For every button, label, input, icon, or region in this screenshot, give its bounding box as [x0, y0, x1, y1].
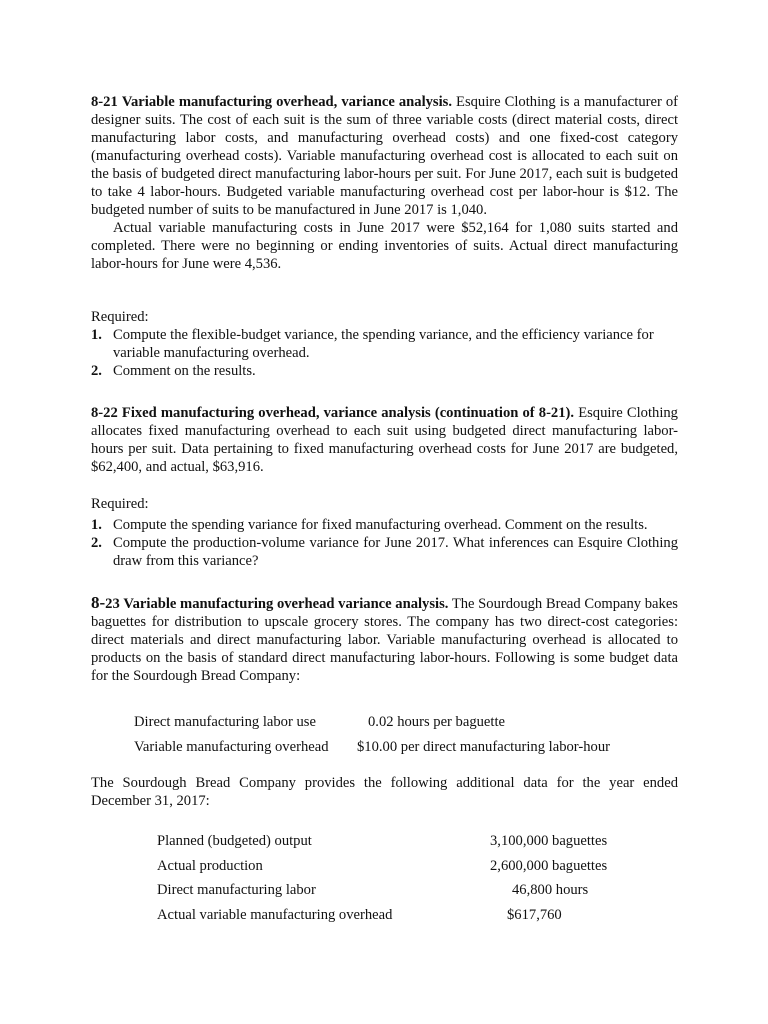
problem-8-23: [91, 594, 678, 685]
budget-row-label: Direct manufacturing labor use: [134, 714, 316, 730]
required-list: [91, 516, 678, 570]
problem-8-23-number-prefix: 8-: [91, 593, 106, 612]
budget-row-value: $10.00 per direct manufacturing labor-hour: [357, 739, 610, 755]
additional-row-label: Actual production: [157, 858, 263, 874]
problem-8-22: [91, 404, 678, 476]
additional-row-value: $617,760: [507, 907, 562, 923]
list-item: [91, 516, 678, 534]
problem-8-23-paragraph-2: The Sourdough Bread Company provides the following additional data for the year ended December 31, 2017:: [91, 775, 678, 809]
problem-8-21-paragraph-2: Actual variable manufacturing costs in June 2017 were $52,164 for 1,080 suits started and completed. There were no beginning or ending inventories of suits. Actual direct manufacturing labor-hours for June were 4,536.: [91, 220, 678, 272]
list-number: 1.: [91, 517, 102, 533]
problem-8-21-intro: [91, 93, 678, 219]
problem-8-22-required: [91, 495, 678, 570]
problem-8-22-title: Fixed manufacturing overhead, variance analysis (continuation of 8-21).: [121, 405, 575, 421]
problem-8-22-text: Esquire Clothing allocates fixed manufacturing overhead to each suit using budgeted direct manufacturing labor-hours per suit. Data pertaining to fixed manufacturing overhead costs for June 2017 are budgeted, $62,400, and actual, $63,916.: [91, 405, 678, 475]
list-item: [91, 534, 678, 570]
problem-8-21-required: [91, 308, 678, 380]
additional-row-label: Direct manufacturing labor: [157, 882, 316, 898]
list-text: Compute the production-volume variance for June 2017. What inferences can Esquire Clothing draw from this variance?: [113, 535, 678, 569]
problem-8-21-text: Esquire Clothing is a manufacturer of designer suits. The cost of each suit is the sum of three variable costs (direct material costs, direct manufacturing labor costs, and manufacturing overhead costs) and one fixed-cost category (manufacturing overhead costs). Variable manufacturing overhead cost is allocated to each suit on the basis of budgeted direct manufacturing labor-hours per suit. For June 2017, each suit is budgeted to take 4 labor-hours. Budgeted variable manufacturing overhead cost per labor-hour is $12. The budgeted number of suits to be manufactured in June 2017 is 1,040.: [91, 94, 679, 218]
budget-row-value: 0.02 hours per baguette: [368, 714, 505, 730]
additional-row-label: Actual variable manufacturing overhead: [157, 907, 393, 923]
list-number: 2.: [91, 535, 102, 551]
additional-row-value: 46,800 hours: [512, 882, 589, 898]
additional-row-value: 2,600,000 baguettes: [490, 858, 608, 874]
problem-8-22-number: 8-22: [91, 405, 118, 421]
required-list: [91, 326, 678, 380]
additional-row-value: 3,100,000 baguettes: [490, 833, 608, 849]
problem-8-21-title: Variable manufacturing overhead, variance analysis.: [121, 94, 452, 110]
problem-8-23-number-suffix: 23: [105, 596, 120, 612]
list-item: [91, 326, 678, 362]
required-label: Required:: [91, 309, 149, 325]
problem-8-23-intro: [91, 594, 678, 685]
problem-8-21-number: 8-21: [91, 94, 118, 110]
list-text: Comment on the results.: [113, 363, 256, 379]
budget-row-label: Variable manufacturing overhead: [134, 739, 329, 755]
problem-8-23-title: Variable manufacturing overhead variance analysis.: [123, 596, 449, 612]
additional-row-label: Planned (budgeted) output: [157, 833, 312, 849]
problem-8-22-intro: [91, 404, 678, 476]
list-text: Compute the spending variance for fixed manufacturing overhead. Comment on the results.: [113, 517, 648, 533]
problem-8-21: [91, 93, 678, 273]
list-number: 1.: [91, 327, 102, 343]
required-label: Required:: [91, 496, 149, 512]
list-item: [91, 362, 678, 380]
problem-8-23-additional-intro: [91, 774, 678, 810]
list-number: 2.: [91, 363, 102, 379]
list-text: Compute the flexible-budget variance, the spending variance, and the efficiency variance for variable manufacturing overhead.: [113, 327, 654, 361]
problem-8-23-text: The Sourdough Bread Company bakes baguettes for distribution to upscale grocery stores. The company has two direct-cost categories: direct materials and direct manufacturing labor. Variable manufacturing overhead is allocated to products on the basis of standard direct manufacturing labor-hours. Following is some budget data for the Sourdough Bread Company:: [91, 596, 678, 684]
